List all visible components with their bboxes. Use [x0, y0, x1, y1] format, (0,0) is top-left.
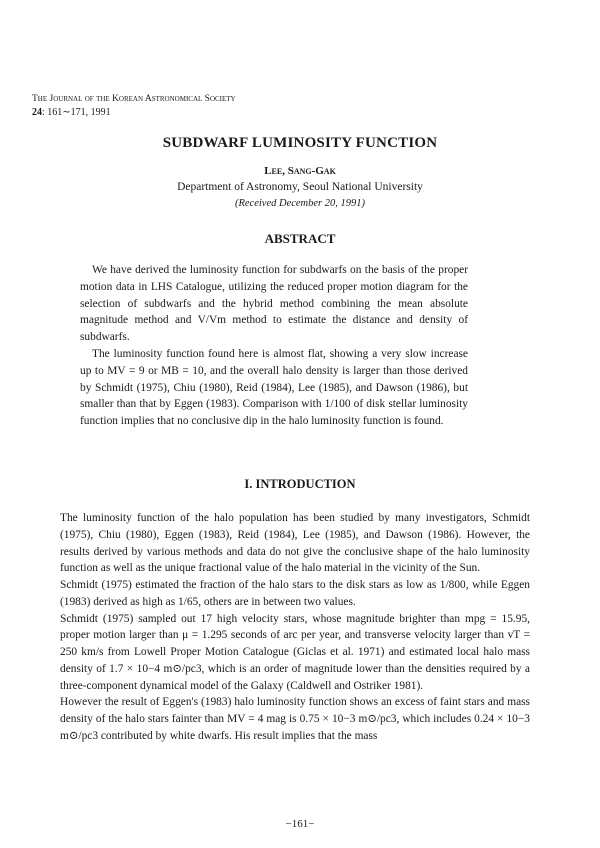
intro-paragraph-2: Schmidt (1975) estimated the fraction of the halo stars to the disk stars as low as 1/800, while Eggen (1983) derived as high as 1/65, others are in between two values. — [60, 579, 530, 608]
abstract-paragraph-1: We have derived the luminosity function for subdwarfs on the basis of the proper motion data in LHS Catalogue, utilizing the reduced proper motion diagram for the selection of subdwarfs and the hybrid method combining the mean absolute magnitude method and V/Vm method to estimate the distance and density of subdwarfs. — [80, 264, 468, 344]
page-number: −161− — [285, 818, 315, 830]
paper-title: SUBDWARF LUMINOSITY FUNCTION — [162, 135, 438, 151]
introduction-heading: I. INTRODUCTION — [244, 477, 356, 491]
intro-paragraph-4: However the result of Eggen's (1983) halo luminosity function shows an excess of faint stars and mass density of the halo stars fainter than MV = 4 mag is 0.75 × 10−3 m⊙/pc3, which includes 0.24 × 10−3 m⊙/pc3 contributed by white dwarfs. His result implies that the mass — [60, 696, 530, 742]
received-date: (Received December 20, 1991) — [234, 198, 366, 209]
abstract-paragraph-2: The luminosity function found here is almost flat, showing a very slow increase up to MV = 9 or MB = 10, and the overall halo density is larger than those derived by Schmidt (1975), Chiu (1980), Reid (1984), Lee (1985), and Dawson (1986), but smaller than that by Eggen (1983). Comparison with 1/100 of disk stellar luminosity function implies that no conclusive dip in the halo luminosity function is found. — [80, 347, 468, 428]
volume-pages: : 161∼171, 1991 — [42, 107, 111, 118]
volume-number: 24 — [32, 107, 42, 118]
journal-name: The Journal of the Korean Astronomical Society — [32, 94, 236, 104]
author: Lee, Sang-Gak — [264, 165, 336, 177]
volume-info — [32, 106, 111, 119]
abstract-heading: ABSTRACT — [264, 231, 336, 246]
introduction-body — [60, 510, 530, 745]
abstract-body — [80, 262, 468, 430]
intro-paragraph-1: The luminosity function of the halo population has been studied by many investigators, Schmidt (1975), Chiu (1980), Eggen (1983), Reid (1984), Lee (1985), and Dawson (1986). However, the results derived by various methods and data do not give the conclusive shape of the halo luminosity function as well as the unique fractional value of the halo material in the vicinity of the Sun. — [60, 512, 530, 575]
affiliation: Department of Astronomy, Seoul National University — [177, 181, 423, 193]
intro-paragraph-3: Schmidt (1975) sampled out 17 high velocity stars, whose magnitude brighter than mpg = 15.95, proper motion larger than μ = 1.295 seconds of arc per year, and transverse velocity larger than vT = 250 km/s from Lowell Proper Motion Catalogue (Giclas et al. 1971) and estimated local halo mass density of 1.7 × 10−4 m⊙/pc3, which is an order of magnitude lower than the densities required by a three-component dynamical model of the Galaxy (Caldwell and Ostriker 1981). — [60, 612, 530, 692]
